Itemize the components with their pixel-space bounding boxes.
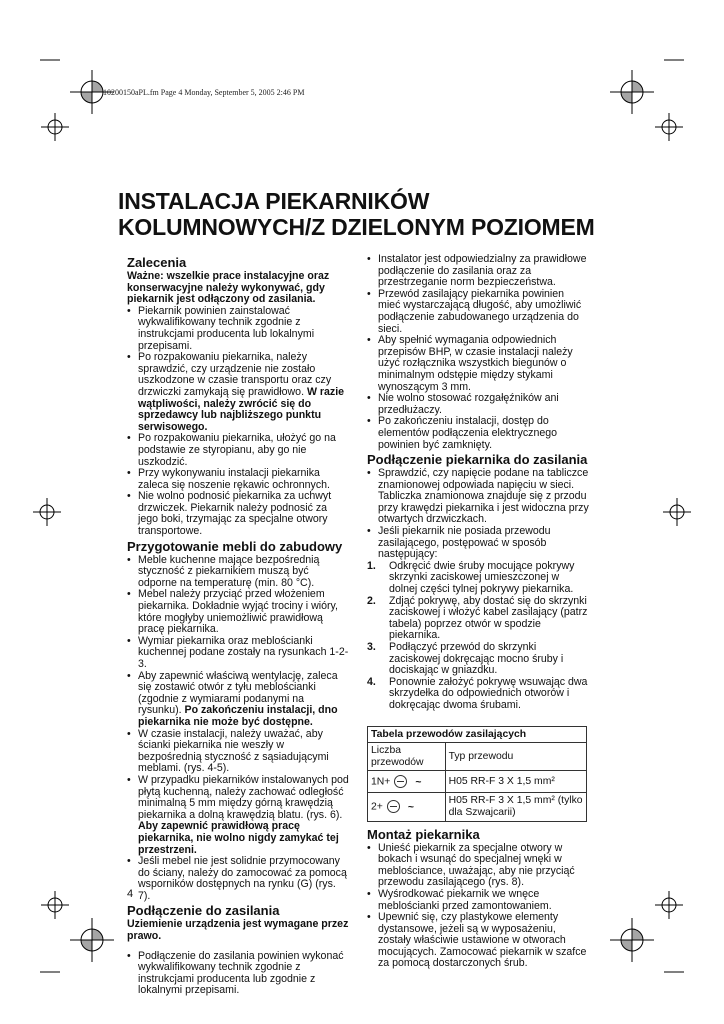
list-item: • Po zakończeniu instalacji, dostęp do elementów podłączenia elektrycznego powinien być zamknięty. <box>367 416 589 451</box>
list-item: • Instalator jest odpowiedzialny za prawidłowe podłączenie do zasilania oraz za przestrzeganie norm bezpieczeństwa. <box>367 254 589 289</box>
list-item: • Aby zapewnić właściwą wentylację, zaleca się zostawić otwór z tyłu meblościanki (zgodnie z wymiarami podanymi na rysunku). Po zakończeniu instalacji, dno piekarnika nie może być dostępne. <box>127 671 349 729</box>
connection-list <box>367 468 589 561</box>
table-caption: Tabela przewodów zasilających <box>368 726 587 743</box>
list-item: • Unieść piekarnik za specjalne otwory w bokach i wsunąć do specjalnej wnęki w meblościance, uważając, aby nie przyciąć przewodu zasilającego (rys. 8). <box>367 843 589 889</box>
page-title <box>118 188 618 240</box>
section-heading-connection: Podłączenie piekarnika do zasilania <box>367 452 588 468</box>
list-item: • Nie wolno podnosić piekarnika za uchwyt drzwiczek. Piekarnik należy podnosić za jego boki, trzymając za specjalne otwory transportowe. <box>127 491 349 537</box>
list-item: • Jeśli mebel nie jest solidnie przymocowany do ściany, należy do zamocować za pomocą wsporników dostępnych na rynku (G) (rys. 7). <box>127 856 349 902</box>
list-item: • W czasie instalacji, należy uważać, aby ścianki piekarnika nie weszły w bezpośrednią styczność z sąsiadującymi meblami. (rys. 4-5). <box>127 729 349 775</box>
mounting-list <box>367 843 589 971</box>
section-heading-furniture: Przygotowanie mebli do zabudowy <box>127 538 343 554</box>
list-item: • Po rozpakowaniu piekarnika, należy sprawdzić, czy urządzenie nie zostało uszkodzone w czasie transportu oraz czy drzwiczki zamykają się prawidłowo. W razie wątpliwości, należy zwrócić się do sprzedawcy lub najbliższego punktu serwisowego. <box>127 352 349 433</box>
table-cell: H05 RR-F 3 X 1,5 mm² <box>445 771 586 793</box>
ground-symbol-icon <box>387 800 400 813</box>
step-item: 1. Odkręcić dwie śruby mocujące pokrywy skrzynki zaciskowej umieszczonej w dolnej części tylnej pokrywy piekarnika. <box>367 559 575 596</box>
step-item: 3. Podłączyć przewód do skrzynki zaciskowej dokręcając mocno śruby i dociskając w gniazdku. <box>367 641 564 677</box>
list-item: • Przy wykonywaniu instalacji piekarnika zaleca się noszenie rękawic ochronnych. <box>127 468 349 491</box>
list-item: • Sprawdzić, czy napięcie podane na tabliczce znamionowej odpowiada napięciu w sieci. Tabliczka znamionowa znajduje się z przodu przy krawędzi piekarnika i jest widoczna przy otwartych drzwiczkach. <box>367 468 589 526</box>
power-list-continued <box>367 254 589 451</box>
title-line-2: KOLUMNOWYCH/Z DZIELONYM POZIOMEM <box>118 214 595 240</box>
table-header-count: Liczba przewodów <box>368 743 446 771</box>
power-list <box>127 951 349 997</box>
title-line-1: INSTALACJA PIEKARNIKÓW <box>118 188 430 214</box>
list-item: • W przypadku piekarników instalowanych pod płytą kuchenną, należy zachować odległość minimalną 5 mm między górną krawędzią piekarnika a dolną krawędzią blatu. (rys. 6). Aby zapewnić prawidłową pracę piekarnika, nie wolno nigdy zamykać tej przestrzeni. <box>127 775 349 856</box>
list-item: • Upewnić się, czy plastykowe elementy dystansowe, jeżeli są w wyposażeniu, zostały właściwie ustawione w otworach mocujących. Zamocować piekarnik w szafce za pomocą dostarczonych śrub. <box>367 912 589 970</box>
list-item: • Jeśli piekarnik nie posiada przewodu zasilającego, postępować w sposób następujący: <box>367 526 589 561</box>
cable-table <box>367 726 587 822</box>
list-item: • Wyśrodkować piekarnik we wnęce meblościanki przed zamontowaniem. <box>367 889 589 912</box>
step-item: 4. Ponownie założyć pokrywę wsuwając dwa skrzydełka do odpowiednich otworów i dokręcając dwoma śrubami. <box>367 675 588 711</box>
section-heading-mounting: Montaż piekarnika <box>367 826 480 842</box>
list-item: • Nie wolno stosować rozgałęźników ani przedłużaczy. <box>367 393 589 416</box>
list-item: • Meble kuchenne mające bezpośrednią styczność z piekarnikiem muszą być odporne na temperaturę (min. 80 °C). <box>127 555 349 590</box>
connection-steps <box>367 561 589 712</box>
list-item: • Aby spełnić wymagania odpowiednich przepisów BHP, w czasie instalacji należy użyć rozłącznika wszystkich biegunów o minimalnym odstępie między stykami wynoszącym 3 mm. <box>367 335 589 393</box>
list-item: • Podłączenie do zasilania powinien wykonać wykwalifikowany technik zgodnie z instrukcjami producenta lub zgodnie z lokalnymi przepisami. <box>127 951 349 997</box>
table-cell: H05 RR-F 3 X 1,5 mm² (tylko dla Szwajcarii) <box>445 793 586 821</box>
table-cell: 2+ ~ <box>368 793 446 821</box>
section-heading-zalecenia: Zalecenia <box>127 255 187 270</box>
section-heading-power: Podłączenie do zasilania <box>127 903 280 919</box>
furniture-list <box>127 555 349 903</box>
warning-text: Ważne: wszelkie prace instalacyjne oraz konserwacyjne należy wykonywać, gdy piekarnik jest odłączony od zasilania. <box>127 270 330 306</box>
list-item: • Wymiar piekarnika oraz meblościanki kuchennej podane zostały na rysunkach 1-2-3. <box>127 636 349 671</box>
table-header-type: Typ przewodu <box>445 743 586 771</box>
ground-symbol-icon <box>394 775 407 788</box>
list-item: • Piekarnik powinien zainstalować wykwalifikowany technik zgodnie z instrukcjami producenta lub lokalnymi przepisami. <box>127 306 349 352</box>
right-column <box>367 254 589 970</box>
grounding-note: Uziemienie urządzenia jest wymagane przez prawo. <box>127 918 349 943</box>
left-column <box>127 254 349 997</box>
recommendations-list <box>127 306 349 538</box>
file-header-line: 10200150aPL.fm Page 4 Monday, September 5, 2005 2:46 PM <box>103 88 305 97</box>
page-number: 4 <box>127 888 134 900</box>
list-item: • Mebel należy przyciąć przed włożeniem piekarnika. Dokładnie wyjąć trociny i wióry, które mogłyby uniemożliwić prawidłową pracę piekarnika. <box>127 589 349 635</box>
table-cell: 1N+ ~ <box>368 771 446 793</box>
list-item: • Po rozpakowaniu piekarnika, ułożyć go na podstawie ze styropianu, aby go nie uszkodzić. <box>127 433 349 468</box>
step-item: 2. Zdjąć pokrywę, aby dostać się do skrzynki zaciskowej i włożyć kabel zasilający (patrz tabela) poprzez otwór w spodzie piekarnika. <box>367 594 588 642</box>
list-item: • Przewód zasilający piekarnika powinien mieć wystarczającą długość, aby umożliwić podłączenie zabudowanego urządzenia do sieci. <box>367 289 589 335</box>
